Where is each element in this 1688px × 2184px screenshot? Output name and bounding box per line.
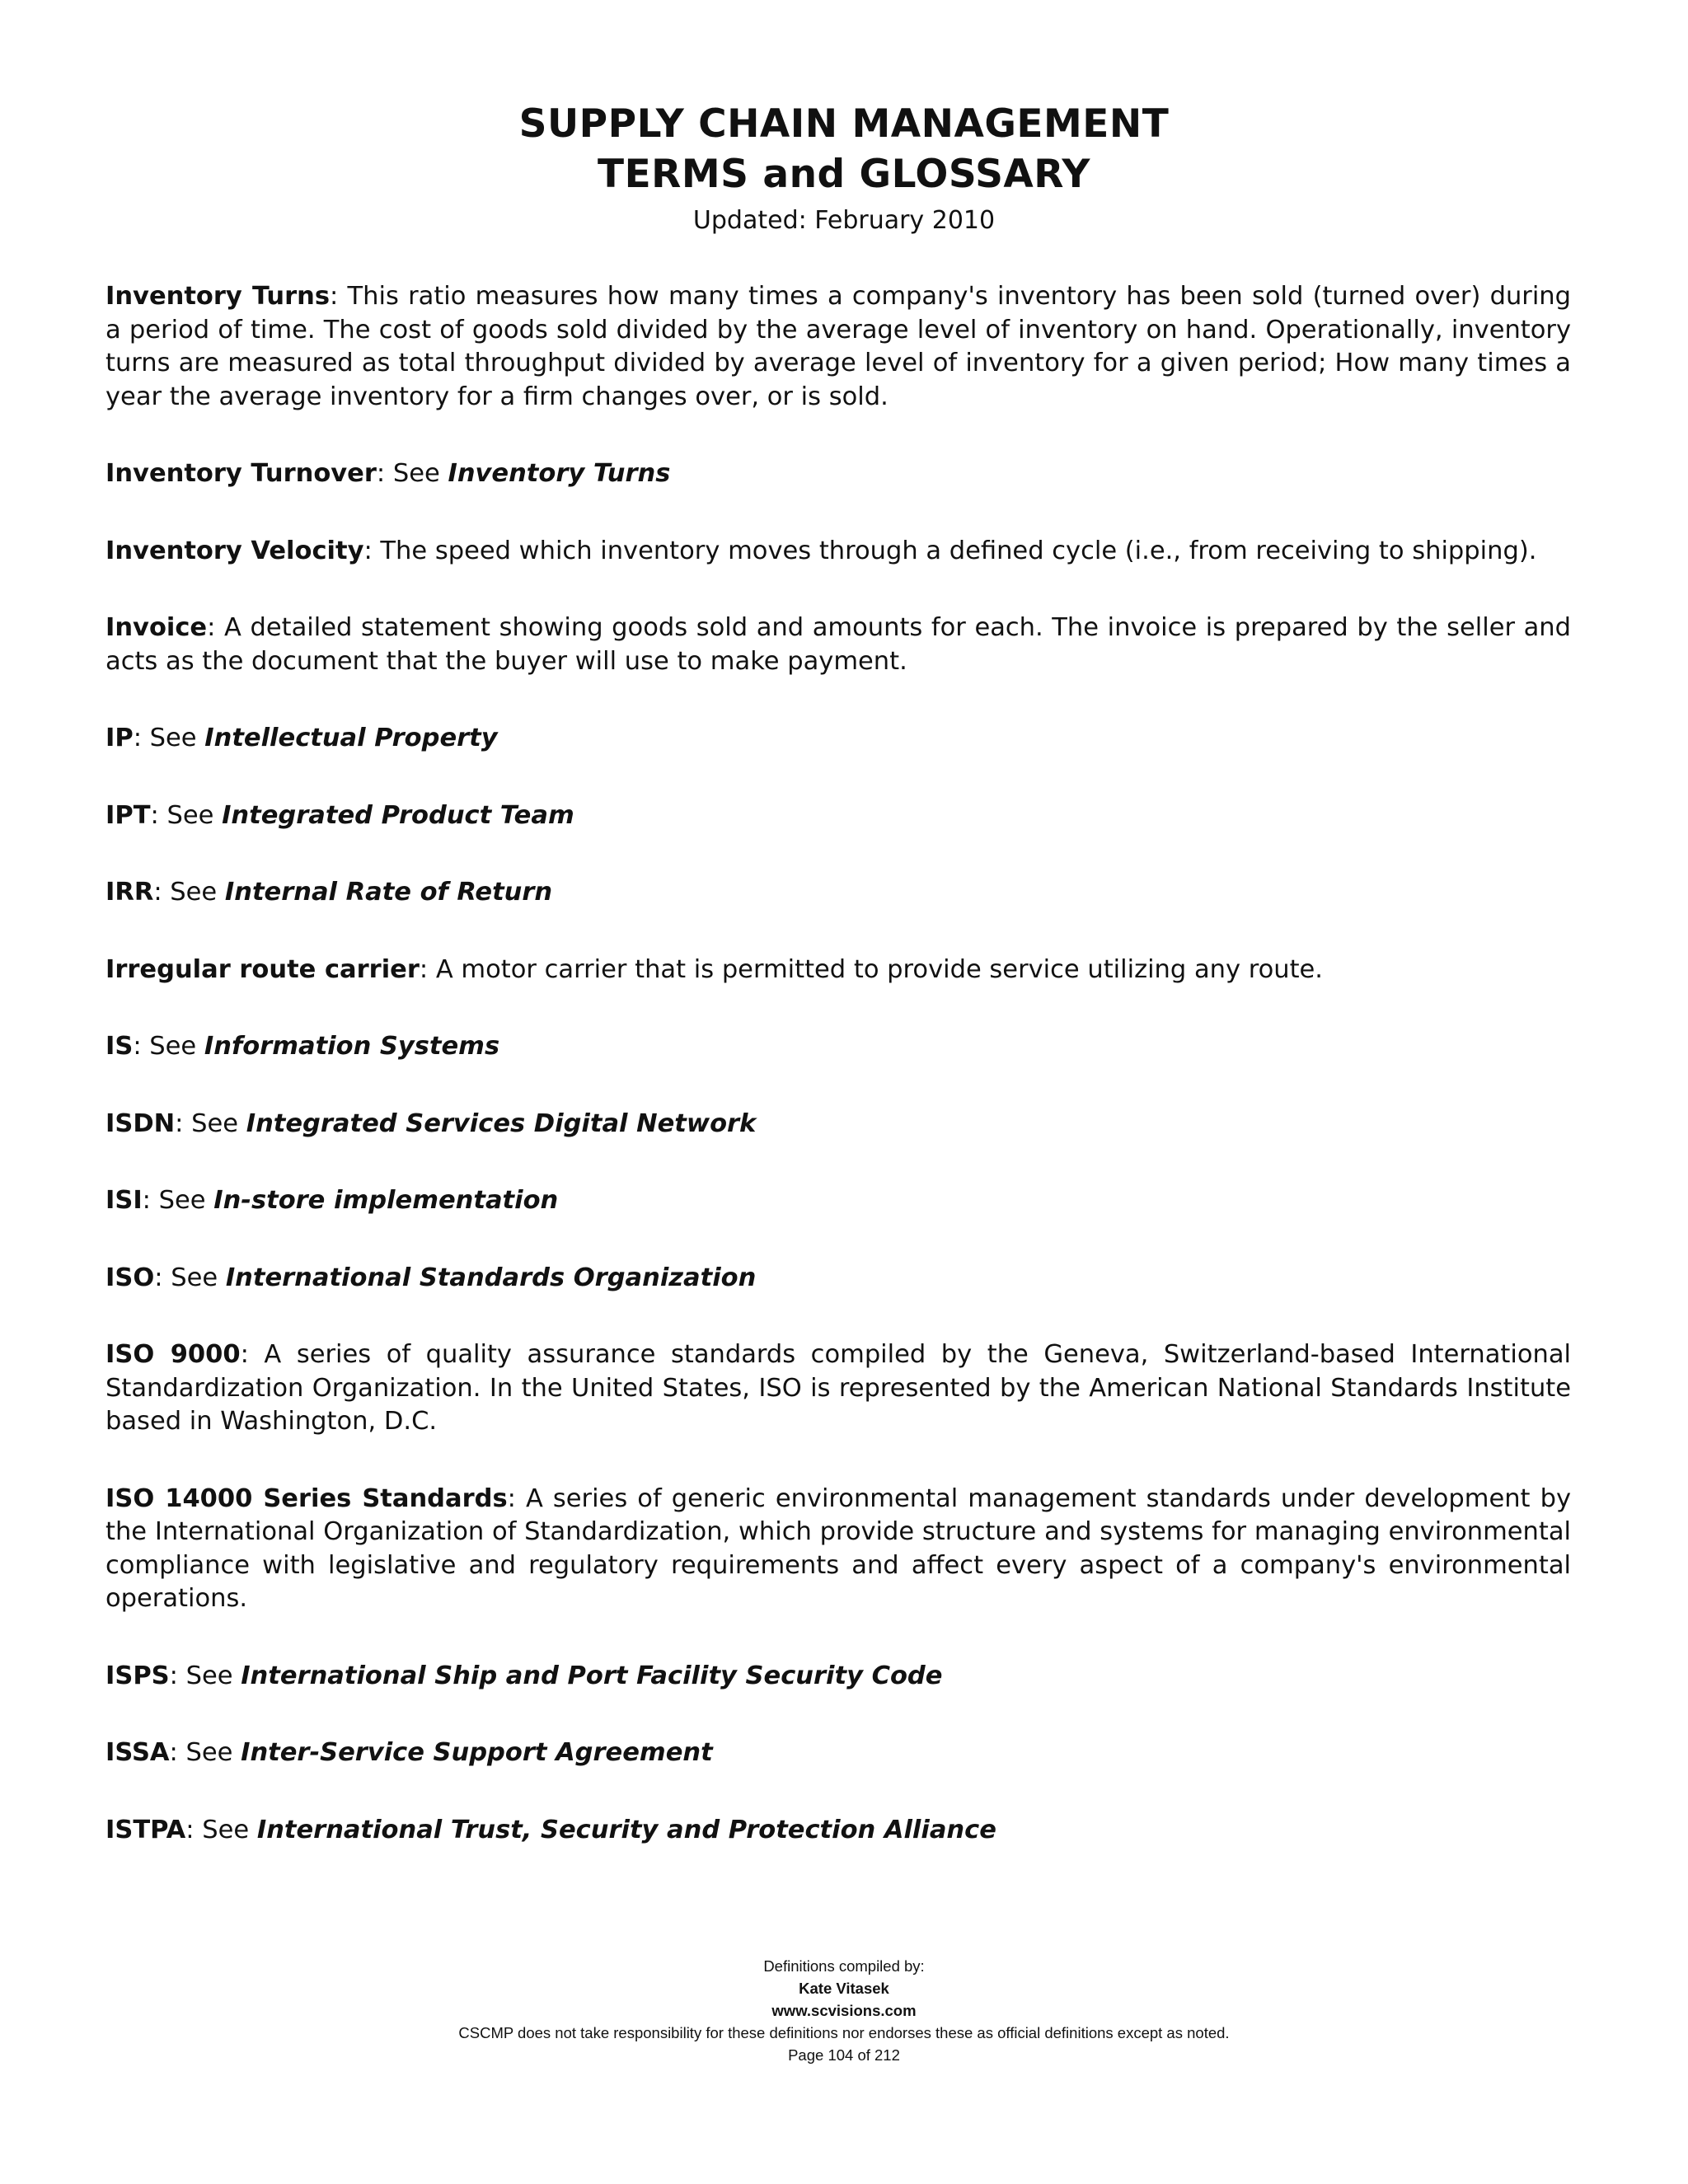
entry-term: Inventory Velocity xyxy=(106,536,364,565)
entry-definition: : See xyxy=(154,1263,226,1292)
entry-definition: : A motor carrier that is permitted to provide service utilizing any route. xyxy=(419,954,1323,984)
glossary-entry xyxy=(106,1262,1571,1296)
footer-page-number: Page 104 of 212 xyxy=(788,2046,900,2064)
entry-definition: : See xyxy=(175,1108,246,1138)
footer-disclaimer: CSCMP does not take responsibility for these definitions nor endorses these as official definitions except as noted. xyxy=(458,2024,1230,2041)
glossary-entry xyxy=(106,1814,1571,1848)
entry-cross-reference: International Ship and Port Facility Security Code xyxy=(241,1661,943,1690)
entry-definition: : A series of generic environmental management standards under development by the International Organization of Standardization, which provide structure and systems for managing environmental compliance with legislative and regulatory requirements and affect every aspect of a company's environmental operations. xyxy=(106,1483,1571,1613)
entry-term: ISSA xyxy=(106,1738,170,1767)
entry-term: ISI xyxy=(106,1186,143,1215)
glossary-entries xyxy=(106,280,1571,1891)
entry-definition: : See xyxy=(133,724,205,752)
footer-author: Kate Vitasek xyxy=(799,1980,889,1997)
entry-term: ISO xyxy=(106,1263,155,1292)
entry-term: ISO 14000 Series Standards xyxy=(106,1483,508,1513)
glossary-entry xyxy=(106,876,1571,910)
glossary-entry xyxy=(106,1338,1571,1439)
title-line-2: TERMS and GLOSSARY xyxy=(598,152,1090,197)
entry-cross-reference: Integrated Services Digital Network xyxy=(246,1108,757,1138)
entry-term: Irregular route carrier xyxy=(106,954,420,984)
entry-cross-reference: Internal Rate of Return xyxy=(224,878,553,907)
entry-term: Inventory Turns xyxy=(106,282,331,311)
footer-website: www.scvisions.com xyxy=(771,2002,917,2019)
entry-term: Invoice xyxy=(106,613,208,642)
entry-term: ISDN xyxy=(106,1108,176,1138)
entry-cross-reference: Inter-Service Support Agreement xyxy=(241,1738,713,1767)
entry-term: IP xyxy=(106,724,134,752)
glossary-entry xyxy=(106,1660,1571,1694)
entry-cross-reference: International Trust, Security and Protection Alliance xyxy=(256,1815,996,1844)
entry-cross-reference: Inventory Turns xyxy=(448,459,671,488)
entry-definition: : See xyxy=(169,1738,241,1767)
glossary-entry xyxy=(106,1483,1571,1616)
glossary-entry xyxy=(106,954,1571,987)
glossary-entry xyxy=(106,280,1571,414)
entry-cross-reference: Information Systems xyxy=(204,1032,500,1061)
entry-definition: : A series of quality assurance standards compiled by the Geneva, Switzerland-based International Standardization Organization. In the United States, ISO is represented by the American National Standards Institute based in Washington, D.C. xyxy=(106,1340,1572,1436)
updated-date: Updated: February 2010 xyxy=(692,206,996,235)
entry-cross-reference: Intellectual Property xyxy=(204,724,498,752)
entry-definition: : See xyxy=(376,459,448,488)
entry-term: Inventory Turnover xyxy=(106,459,377,488)
entry-definition: : See xyxy=(169,1661,241,1690)
glossary-entry xyxy=(106,1030,1571,1064)
entry-definition: : See xyxy=(133,1032,204,1061)
glossary-entry xyxy=(106,1108,1571,1141)
entry-term: ISO 9000 xyxy=(106,1340,241,1369)
glossary-entry xyxy=(106,535,1571,569)
entry-definition: : A detailed statement showing goods sold and amounts for each. The invoice is prepared by the seller and acts as the document that the buyer will use to make payment. xyxy=(106,613,1571,676)
glossary-entry xyxy=(106,722,1571,756)
page-header xyxy=(0,99,1688,237)
entry-term: IRR xyxy=(106,878,154,907)
entry-definition: : See xyxy=(185,1815,257,1844)
entry-cross-reference: Integrated Product Team xyxy=(222,800,574,830)
glossary-entry xyxy=(106,612,1571,678)
entry-definition: : The speed which inventory moves through a defined cycle (i.e., from receiving to shipping). xyxy=(363,536,1537,565)
entry-definition: : See xyxy=(150,800,223,830)
entry-term: ISTPA xyxy=(106,1815,186,1844)
entry-term: ISPS xyxy=(106,1661,170,1690)
title-line-1: SUPPLY CHAIN MANAGEMENT xyxy=(518,101,1170,147)
glossary-entry xyxy=(106,799,1571,833)
entry-term: IPT xyxy=(106,800,151,830)
footer-compiled-by: Definitions compiled by: xyxy=(763,1957,925,1975)
entry-cross-reference: International Standards Organization xyxy=(225,1263,757,1292)
glossary-entry xyxy=(106,457,1571,491)
entry-definition: : This ratio measures how many times a company's inventory has been sold (turned over) during a period of time. The cost of goods sold divided by the average level of inventory on hand. Operationally, inventory turns are measured as total throughput divided by average level of inventory for a given period; How many times a year the average inventory for a firm changes over, or is sold. xyxy=(106,282,1571,411)
entry-definition: : See xyxy=(153,878,225,907)
entry-definition: : See xyxy=(142,1186,214,1215)
page-footer xyxy=(0,1955,1688,2066)
glossary-entry xyxy=(106,1184,1571,1218)
entry-term: IS xyxy=(106,1032,134,1061)
glossary-entry xyxy=(106,1736,1571,1770)
entry-cross-reference: In-store implementation xyxy=(213,1186,559,1215)
